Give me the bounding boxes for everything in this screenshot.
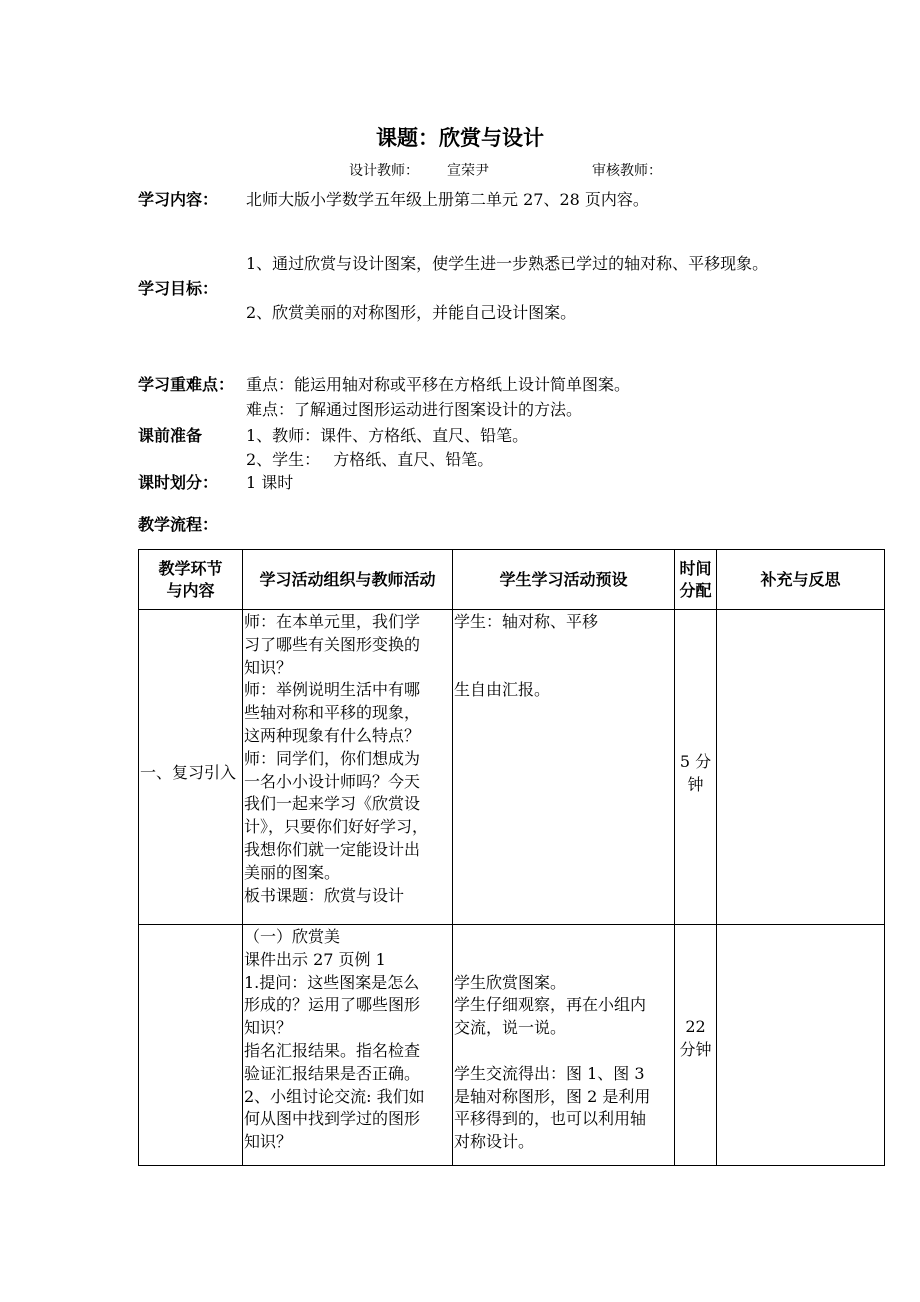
teacher-line: 一名小小设计师吗？今天 [244, 771, 421, 791]
content-label: 学习内容： [138, 190, 219, 209]
row-time [675, 925, 717, 1166]
row-notes [717, 925, 885, 1166]
table-row [139, 925, 885, 1166]
student-line [454, 657, 673, 680]
row-time [675, 610, 717, 925]
preparation-teacher: 1、教师：课件、方格纸、直尺、铅笔。 [246, 426, 529, 445]
teacher-line: 板书课题：欣赏与设计 [244, 885, 405, 905]
student-line: 对称设计。 [454, 1132, 535, 1152]
designer-label: 设计教师： [349, 163, 419, 179]
preparation-student: 2、学生： 方格纸、直尺、铅笔。 [246, 450, 494, 469]
row-student-activity [453, 610, 675, 925]
teacher-line: 形成的？运用了哪些图形 [244, 995, 421, 1015]
teacher-line: 验证汇报结果是否正确。 [244, 1063, 421, 1083]
teacher-line: 这两种现象有什么特点？ [244, 725, 421, 745]
teacher-line: 美丽的图案。 [244, 862, 341, 882]
student-line: 是轴对称图形，图 2 是利用 [454, 1086, 651, 1106]
flow-label: 教学流程： [138, 515, 219, 534]
teacher-line: 习了哪些有关图形变换的 [244, 634, 421, 654]
teacher-line: 课件出示 27 页例 1 [244, 949, 386, 969]
student-line [454, 926, 673, 949]
key-points-label: 学习重难点： [138, 375, 235, 394]
student-line: 生自由汇报。 [454, 680, 551, 700]
content-text: 北师大版小学数学五年级上册第二单元 27、28 页内容。 [246, 190, 649, 209]
teacher-line: （一）欣赏美 [244, 927, 341, 946]
teacher-line: 师：举例说明生活中有哪 [244, 680, 421, 700]
duration-text: 1 课时 [246, 473, 294, 492]
teacher-line: 指名汇报结果。指名检查 [244, 1040, 421, 1060]
teacher-line: 2、小组讨论交流: 我们如 [244, 1086, 425, 1106]
header-teacher: 学习活动组织与教师活动 [243, 550, 453, 610]
table-row [139, 610, 885, 925]
teacher-line: 些轴对称和平移的现象， [244, 703, 421, 723]
student-line: 学生仔细观察，再在小组内 [454, 995, 647, 1015]
page-title: 课题：欣赏与设计 [376, 125, 544, 150]
header-stage-line2: 与内容 [166, 580, 215, 600]
teacher-line: 知识？ [244, 657, 293, 677]
row-stage: 一、复习引入 [139, 610, 243, 925]
table-header-row [139, 550, 885, 610]
header-notes: 补充与反思 [717, 550, 885, 610]
header-stage [139, 550, 243, 610]
student-line: 交流，说一说。 [454, 1018, 567, 1038]
key-point-difficulty: 难点：了解通过图形运动进行图案设计的方法。 [246, 400, 583, 419]
duration-label: 课时划分： [138, 473, 219, 492]
time-line1: 5 分 [679, 752, 712, 772]
student-line: 平移得到的，也可以利用轴 [454, 1109, 647, 1129]
teacher-line: 师：同学们，你们想成为 [244, 748, 421, 768]
teacher-line: 我想你们就一定能设计出 [244, 839, 421, 859]
goal-item-2: 2、欣赏美丽的对称图形，并能自己设计图案。 [246, 303, 577, 322]
row-student-activity [453, 925, 675, 1166]
student-line [454, 949, 673, 972]
goal-item-1: 1、通过欣赏与设计图案，使学生进一步熟悉已学过的轴对称、平移现象。 [246, 254, 769, 273]
header-time [675, 550, 717, 610]
row-stage [139, 925, 243, 1166]
reviewer-label: 审核教师： [592, 163, 662, 179]
header-stage-line1: 教学环节 [158, 558, 223, 578]
teacher-line: 师：在本单元里，我们学 [244, 612, 421, 631]
preparation-label: 课前准备 [138, 426, 203, 445]
row-teacher-activity [243, 925, 453, 1166]
teacher-line: 知识？ [244, 1018, 293, 1038]
goals-label: 学习目标： [138, 279, 219, 298]
teacher-line: 1.提问：这些图案是怎么 [244, 972, 420, 992]
time-line1: 22 [685, 1017, 706, 1037]
student-line: 学生欣赏图案。 [454, 972, 567, 992]
time-line2: 钟 [687, 775, 704, 794]
student-line [454, 634, 673, 657]
row-teacher-activity [243, 610, 453, 925]
time-line2: 分钟 [679, 1040, 712, 1059]
student-line: 学生交流得出：图 1、图 3 [454, 1063, 645, 1083]
teacher-line: 计》，只要你们好好学习， [244, 817, 429, 837]
key-point-focus: 重点：能运用轴对称或平移在方格纸上设计简单图案。 [246, 375, 631, 394]
header-student: 学生学习活动预设 [453, 550, 675, 610]
row-notes [717, 610, 885, 925]
header-time-line2: 分配 [679, 580, 712, 600]
student-line: 学生：轴对称、平移 [454, 612, 599, 631]
teacher-line: 知识？ [244, 1132, 293, 1152]
header-time-line1: 时间 [679, 558, 712, 578]
teaching-flow-table [138, 549, 885, 1166]
designer-name: 宣荣尹 [447, 163, 489, 179]
student-line [454, 1040, 673, 1063]
teacher-line: 我们一起来学习《欣赏设 [244, 794, 421, 814]
teacher-line: 何从图中找到学过的图形 [244, 1109, 421, 1129]
